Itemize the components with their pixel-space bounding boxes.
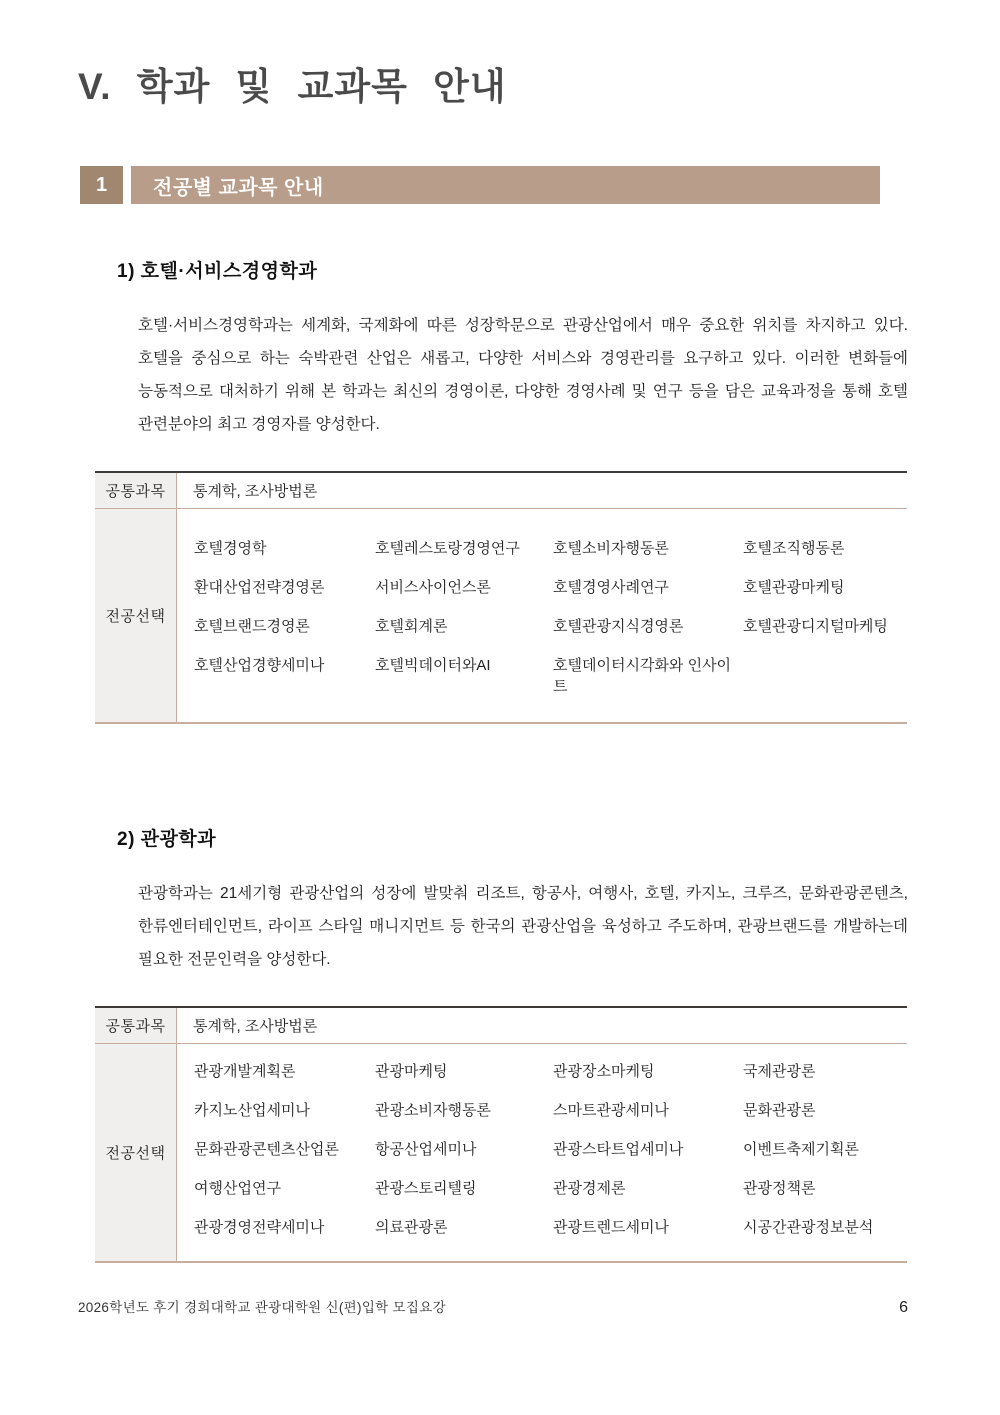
elective-courses-label: 전공선택 [95,509,177,722]
common-courses-row [95,473,907,509]
course-cell: 호텔빅데이터와AI [375,657,491,674]
common-courses-value: 통계학, 조사방법론 [193,483,318,500]
dept-2-heading: 2) 관광학과 [117,829,217,850]
course-cell: 관광트렌드세미나 [553,1219,669,1236]
course-cell: 관광개발계획론 [194,1063,296,1080]
course-cell: 호텔회계론 [375,618,448,635]
course-cell: 관광소비자행동론 [375,1102,491,1119]
course-cell: 호텔조직행동론 [743,540,845,557]
common-courses-row [95,1008,907,1044]
course-cell: 관광스토리텔링 [375,1180,477,1197]
course-cell: 호텔데이터시각화와 인사이트 [553,657,732,695]
page-title: V. 학과 및 교과목 안내 [78,66,507,107]
page-footer [78,1296,908,1317]
course-cell: 호텔관광마케팅 [743,579,845,596]
course-cell: 호텔관광디지털마케팅 [743,618,888,635]
course-cell: 호텔산업경향세미나 [194,657,325,674]
section-title-bar: 전공별 교과목 안내 [131,166,880,204]
elective-courses-label: 전공선택 [95,1044,177,1261]
course-cell: 호텔브랜드경영론 [194,618,310,635]
course-cell: 환대산업전략경영론 [194,579,325,596]
course-cell: 호텔경영사례연구 [553,579,669,596]
course-cell: 항공산업세미나 [375,1141,477,1158]
footer-text: 2026학년도 후기 경희대학교 관광대학원 신(편)입학 모집요강 [78,1300,446,1315]
course-cell: 관광마케팅 [375,1063,448,1080]
elective-courses-row [95,509,907,722]
dept-2-course-table [95,1006,907,1263]
common-courses-label: 공통과목 [95,1008,177,1043]
dept-2-description: 관광학과는 21세기형 관광산업의 성장에 발맞춰 리조트, 항공사, 여행사, 호텔, 카지노, 크루즈, 문화관광콘텐츠, 한류엔터테인먼트, 라이프 스타일 매니지먼트 등 한국의 관광산업을 육성하고 주도하며, 관광브랜드를 개발하는데 필요한 전문인력을 양성한다. [138,885,908,968]
common-courses-label: 공통과목 [95,473,177,508]
course-cell: 의료관광론 [375,1219,448,1236]
elective-courses-row [95,1044,907,1261]
course-cell: 서비스사이언스론 [375,579,491,596]
course-cell: 관광경영전략세미나 [194,1219,325,1236]
dept-1-course-table [95,471,907,724]
section-header [80,166,880,204]
course-cell: 문화관광콘텐츠산업론 [194,1141,339,1158]
dept-1-heading: 1) 호텔·서비스경영학과 [117,261,318,282]
course-cell: 관광경제론 [553,1180,626,1197]
course-cell: 호텔레스토랑경영연구 [375,540,520,557]
course-cell: 관광정책론 [743,1180,816,1197]
course-cell: 국제관광론 [743,1063,816,1080]
elective-course-grid [177,509,907,722]
elective-course-grid [177,1044,907,1261]
course-cell [743,646,907,706]
course-cell: 호텔소비자행동론 [553,540,669,557]
course-cell: 관광장소마케팅 [553,1063,655,1080]
course-cell: 카지노산업세미나 [194,1102,310,1119]
page-number: 6 [899,1299,908,1316]
course-cell: 호텔경영학 [194,540,267,557]
course-cell: 호텔관광지식경영론 [553,618,684,635]
course-cell: 이벤트축제기획론 [743,1141,859,1158]
course-cell: 시공간관광정보분석 [743,1219,874,1236]
course-cell: 관광스타트업세미나 [553,1141,684,1158]
common-courses-value: 통계학, 조사방법론 [193,1018,318,1035]
dept-1-description: 호텔·서비스경영학과는 세계화, 국제화에 따른 성장학문으로 관광산업에서 매우 중요한 위치를 차지하고 있다. 호텔을 중심으로 하는 숙박관련 산업은 새롭고, 다양한 서비스와 경영관리를 요구하고 있다. 이러한 변화들에 능동적으로 대처하기 위해 본 학과는 최신의 경영이론, 다양한 경영사례 및 연구 등을 담은 교육과정을 통해 호텔 관련분야의 최고 경영자를 양성한다. [138,317,908,433]
course-cell: 여행산업연구 [194,1180,281,1197]
section-header-gap [123,166,131,204]
course-cell: 문화관광론 [743,1102,816,1119]
section-number-badge: 1 [80,166,123,204]
course-cell: 스마트관광세미나 [553,1102,669,1119]
